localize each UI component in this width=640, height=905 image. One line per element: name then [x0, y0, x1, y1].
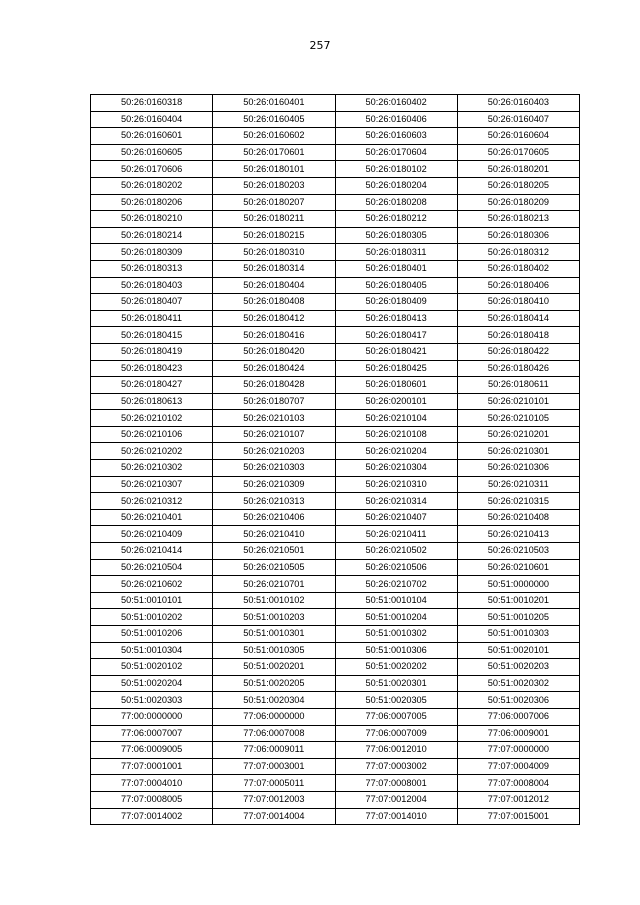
table-cell: 50:26:0170601 [213, 144, 335, 161]
table-cell: 50:26:0180207 [213, 194, 335, 211]
table-cell: 50:26:0180305 [335, 227, 457, 244]
table-cell: 50:51:0010302 [335, 626, 457, 643]
table-cell: 77:06:0000000 [213, 708, 335, 725]
table-cell: 50:26:0210411 [335, 526, 457, 543]
table-cell: 50:26:0180611 [457, 377, 579, 394]
table-cell: 50:26:0210107 [213, 426, 335, 443]
table-cell: 50:26:0210501 [213, 543, 335, 560]
table-cell: 50:26:0180208 [335, 194, 457, 211]
table-row [91, 393, 580, 410]
table-cell: 77:07:0012003 [213, 791, 335, 808]
cadastral-numbers-table [90, 94, 580, 825]
table-cell: 50:26:0180204 [335, 177, 457, 194]
table-cell: 50:26:0180418 [457, 327, 579, 344]
table-cell: 77:07:0000000 [457, 742, 579, 759]
table-cell: 50:26:0210313 [213, 493, 335, 510]
table-row [91, 775, 580, 792]
table-cell: 50:51:0010202 [91, 609, 213, 626]
table-cell: 50:26:0210414 [91, 543, 213, 560]
table-cell: 50:26:0210101 [457, 393, 579, 410]
table-row [91, 128, 580, 145]
table-cell: 77:06:0007009 [335, 725, 457, 742]
table-cell: 50:51:0020302 [457, 675, 579, 692]
table-row [91, 360, 580, 377]
table-row [91, 95, 580, 112]
table-row [91, 194, 580, 211]
table-cell: 77:06:0007008 [213, 725, 335, 742]
table-cell: 50:26:0180601 [335, 377, 457, 394]
table-cell: 50:26:0180314 [213, 260, 335, 277]
table-cell: 50:51:0020202 [335, 659, 457, 676]
table-cell: 50:26:0180417 [335, 327, 457, 344]
table-cell: 77:07:0012004 [335, 791, 457, 808]
table-cell: 50:26:0180215 [213, 227, 335, 244]
table-cell: 50:26:0160318 [91, 95, 213, 112]
table-cell: 50:26:0180407 [91, 294, 213, 311]
table-row [91, 592, 580, 609]
table-cell: 50:26:0180203 [213, 177, 335, 194]
table-cell: 50:26:0180411 [91, 310, 213, 327]
table-cell: 50:51:0010104 [335, 592, 457, 609]
table-cell: 50:51:0010203 [213, 609, 335, 626]
table-cell: 50:26:0210506 [335, 559, 457, 576]
table-cell: 50:26:0180210 [91, 211, 213, 228]
table-cell: 50:26:0210505 [213, 559, 335, 576]
table-cell: 50:26:0180102 [335, 161, 457, 178]
table-row [91, 111, 580, 128]
table-cell: 77:07:0014002 [91, 808, 213, 825]
table-row [91, 426, 580, 443]
table-cell: 77:07:0014010 [335, 808, 457, 825]
table-cell: 50:26:0180613 [91, 393, 213, 410]
table-cell: 50:26:0180422 [457, 343, 579, 360]
table-row [91, 161, 580, 178]
table-row [91, 692, 580, 709]
table-cell: 50:26:0180201 [457, 161, 579, 178]
table-cell: 77:07:0003001 [213, 758, 335, 775]
table-cell: 50:51:0010206 [91, 626, 213, 643]
table-cell: 50:26:0210102 [91, 410, 213, 427]
table-row [91, 609, 580, 626]
table-cell: 50:26:0210105 [457, 410, 579, 427]
table-cell: 50:51:0020304 [213, 692, 335, 709]
table-cell: 50:26:0180428 [213, 377, 335, 394]
table-row [91, 460, 580, 477]
table-cell: 50:26:0210201 [457, 426, 579, 443]
table-cell: 50:26:0180401 [335, 260, 457, 277]
table-cell: 50:26:0210413 [457, 526, 579, 543]
table-cell: 77:07:0015001 [457, 808, 579, 825]
table-row [91, 509, 580, 526]
table-cell: 50:26:0210409 [91, 526, 213, 543]
table-cell: 50:51:0020306 [457, 692, 579, 709]
table-cell: 50:26:0210307 [91, 476, 213, 493]
table-cell: 50:26:0210312 [91, 493, 213, 510]
page-number: 257 [309, 39, 331, 52]
table-cell: 50:26:0180414 [457, 310, 579, 327]
table-cell: 50:26:0210108 [335, 426, 457, 443]
table-cell: 50:26:0160404 [91, 111, 213, 128]
table-cell: 50:26:0210310 [335, 476, 457, 493]
table-cell: 77:07:0005011 [213, 775, 335, 792]
table-cell: 77:06:0007007 [91, 725, 213, 742]
table-cell: 50:26:0210306 [457, 460, 579, 477]
table-cell: 77:06:0009005 [91, 742, 213, 759]
table-cell: 50:26:0210203 [213, 443, 335, 460]
table-cell: 77:07:0003002 [335, 758, 457, 775]
table-cell: 50:26:0180206 [91, 194, 213, 211]
table-cell: 77:07:0004009 [457, 758, 579, 775]
table-cell: 50:26:0180214 [91, 227, 213, 244]
table-cell: 50:26:0210602 [91, 576, 213, 593]
table-cell: 50:26:0180413 [335, 310, 457, 327]
table-cell: 50:26:0210407 [335, 509, 457, 526]
table-cell: 77:07:0014004 [213, 808, 335, 825]
table-cell: 50:26:0210301 [457, 443, 579, 460]
table-cell: 50:26:0210401 [91, 509, 213, 526]
table-cell: 50:51:0020205 [213, 675, 335, 692]
table-cell: 50:26:0210309 [213, 476, 335, 493]
table-cell: 50:26:0210104 [335, 410, 457, 427]
table-cell: 50:26:0210701 [213, 576, 335, 593]
table-cell: 50:26:0180421 [335, 343, 457, 360]
table-cell: 50:26:0210410 [213, 526, 335, 543]
table-cell: 50:26:0180707 [213, 393, 335, 410]
table-cell: 50:51:0000000 [457, 576, 579, 593]
table-cell: 50:51:0010101 [91, 592, 213, 609]
table-cell: 50:26:0180309 [91, 244, 213, 261]
table-row [91, 493, 580, 510]
table-cell: 50:26:0180419 [91, 343, 213, 360]
table-cell: 50:26:0170604 [335, 144, 457, 161]
table-cell: 50:51:0010304 [91, 642, 213, 659]
table-body [91, 95, 580, 825]
table-row [91, 543, 580, 560]
table-row [91, 327, 580, 344]
table-cell: 50:26:0180202 [91, 177, 213, 194]
table-cell: 50:51:0020303 [91, 692, 213, 709]
table-cell: 50:26:0180406 [457, 277, 579, 294]
table-cell: 50:26:0210502 [335, 543, 457, 560]
table-cell: 50:51:0010102 [213, 592, 335, 609]
table-cell: 50:26:0210202 [91, 443, 213, 460]
table-cell: 50:26:0170606 [91, 161, 213, 178]
table-cell: 50:26:0180403 [91, 277, 213, 294]
table-cell: 50:26:0210311 [457, 476, 579, 493]
table-cell: 50:51:0020305 [335, 692, 457, 709]
table-cell: 50:26:0160405 [213, 111, 335, 128]
table-cell: 77:07:0001001 [91, 758, 213, 775]
table-row [91, 526, 580, 543]
table-cell: 77:06:0012010 [335, 742, 457, 759]
table-row [91, 443, 580, 460]
table-cell: 77:07:0008005 [91, 791, 213, 808]
cadastral-table-container [90, 94, 580, 825]
table-cell: 50:26:0160407 [457, 111, 579, 128]
table-cell: 50:26:0180409 [335, 294, 457, 311]
table-row [91, 227, 580, 244]
table-cell: 50:26:0180423 [91, 360, 213, 377]
table-cell: 50:51:0010303 [457, 626, 579, 643]
table-cell: 50:26:0180209 [457, 194, 579, 211]
table-cell: 50:26:0180408 [213, 294, 335, 311]
table-row [91, 144, 580, 161]
table-row [91, 260, 580, 277]
table-cell: 50:26:0180311 [335, 244, 457, 261]
table-cell: 77:07:0004010 [91, 775, 213, 792]
table-cell: 50:26:0210103 [213, 410, 335, 427]
table-row [91, 675, 580, 692]
table-cell: 50:51:0020203 [457, 659, 579, 676]
table-cell: 50:26:0210702 [335, 576, 457, 593]
table-cell: 50:51:0020102 [91, 659, 213, 676]
table-cell: 50:26:0210106 [91, 426, 213, 443]
table-row [91, 725, 580, 742]
table-row [91, 377, 580, 394]
table-cell: 77:06:0007005 [335, 708, 457, 725]
table-cell: 77:07:0008001 [335, 775, 457, 792]
table-row [91, 410, 580, 427]
table-cell: 50:26:0210406 [213, 509, 335, 526]
table-cell: 50:26:0160605 [91, 144, 213, 161]
table-cell: 50:26:0180402 [457, 260, 579, 277]
table-cell: 50:26:0180412 [213, 310, 335, 327]
table-row [91, 177, 580, 194]
table-row [91, 576, 580, 593]
table-cell: 50:26:0180212 [335, 211, 457, 228]
table-cell: 50:51:0020301 [335, 675, 457, 692]
table-row [91, 708, 580, 725]
table-cell: 50:26:0180310 [213, 244, 335, 261]
table-cell: 50:26:0170605 [457, 144, 579, 161]
table-cell: 50:26:0210504 [91, 559, 213, 576]
table-row [91, 791, 580, 808]
table-cell: 50:26:0180415 [91, 327, 213, 344]
table-cell: 50:26:0210601 [457, 559, 579, 576]
table-cell: 50:26:0180426 [457, 360, 579, 377]
table-cell: 50:51:0020204 [91, 675, 213, 692]
table-cell: 50:26:0210408 [457, 509, 579, 526]
table-cell: 50:26:0180211 [213, 211, 335, 228]
table-cell: 77:06:0009001 [457, 725, 579, 742]
table-cell: 50:51:0010305 [213, 642, 335, 659]
table-row [91, 476, 580, 493]
table-cell: 50:26:0200101 [335, 393, 457, 410]
table-cell: 50:26:0160402 [335, 95, 457, 112]
table-cell: 50:26:0180420 [213, 343, 335, 360]
table-cell: 50:26:0210314 [335, 493, 457, 510]
table-cell: 50:26:0160603 [335, 128, 457, 145]
table-cell: 50:26:0180312 [457, 244, 579, 261]
table-row [91, 294, 580, 311]
table-cell: 50:26:0160401 [213, 95, 335, 112]
table-cell: 50:26:0210303 [213, 460, 335, 477]
table-cell: 50:26:0180425 [335, 360, 457, 377]
table-row [91, 559, 580, 576]
table-row [91, 310, 580, 327]
table-cell: 77:07:0008004 [457, 775, 579, 792]
table-cell: 50:51:0010205 [457, 609, 579, 626]
table-cell: 77:06:0007006 [457, 708, 579, 725]
table-cell: 77:06:0009011 [213, 742, 335, 759]
table-cell: 50:26:0180404 [213, 277, 335, 294]
table-cell: 50:51:0020201 [213, 659, 335, 676]
table-cell: 50:51:0010301 [213, 626, 335, 643]
table-row [91, 244, 580, 261]
table-row [91, 211, 580, 228]
table-cell: 50:51:0010204 [335, 609, 457, 626]
table-cell: 50:26:0210503 [457, 543, 579, 560]
table-cell: 77:00:0000000 [91, 708, 213, 725]
table-cell: 77:07:0012012 [457, 791, 579, 808]
table-cell: 50:26:0180313 [91, 260, 213, 277]
table-cell: 50:26:0210204 [335, 443, 457, 460]
table-cell: 50:26:0160602 [213, 128, 335, 145]
table-cell: 50:26:0180405 [335, 277, 457, 294]
table-cell: 50:26:0180213 [457, 211, 579, 228]
table-cell: 50:26:0180205 [457, 177, 579, 194]
table-row [91, 659, 580, 676]
table-row [91, 742, 580, 759]
table-row [91, 626, 580, 643]
table-row [91, 343, 580, 360]
table-cell: 50:51:0010201 [457, 592, 579, 609]
table-row [91, 758, 580, 775]
table-row [91, 277, 580, 294]
table-cell: 50:26:0180306 [457, 227, 579, 244]
table-cell: 50:26:0180416 [213, 327, 335, 344]
table-cell: 50:26:0180427 [91, 377, 213, 394]
table-cell: 50:26:0160406 [335, 111, 457, 128]
table-cell: 50:26:0180101 [213, 161, 335, 178]
table-cell: 50:26:0180424 [213, 360, 335, 377]
table-cell: 50:26:0160403 [457, 95, 579, 112]
table-cell: 50:26:0210315 [457, 493, 579, 510]
table-cell: 50:26:0160604 [457, 128, 579, 145]
table-cell: 50:51:0020101 [457, 642, 579, 659]
table-cell: 50:26:0160601 [91, 128, 213, 145]
table-row [91, 808, 580, 825]
table-cell: 50:26:0180410 [457, 294, 579, 311]
table-cell: 50:26:0210304 [335, 460, 457, 477]
table-cell: 50:51:0010306 [335, 642, 457, 659]
table-row [91, 642, 580, 659]
table-cell: 50:26:0210302 [91, 460, 213, 477]
